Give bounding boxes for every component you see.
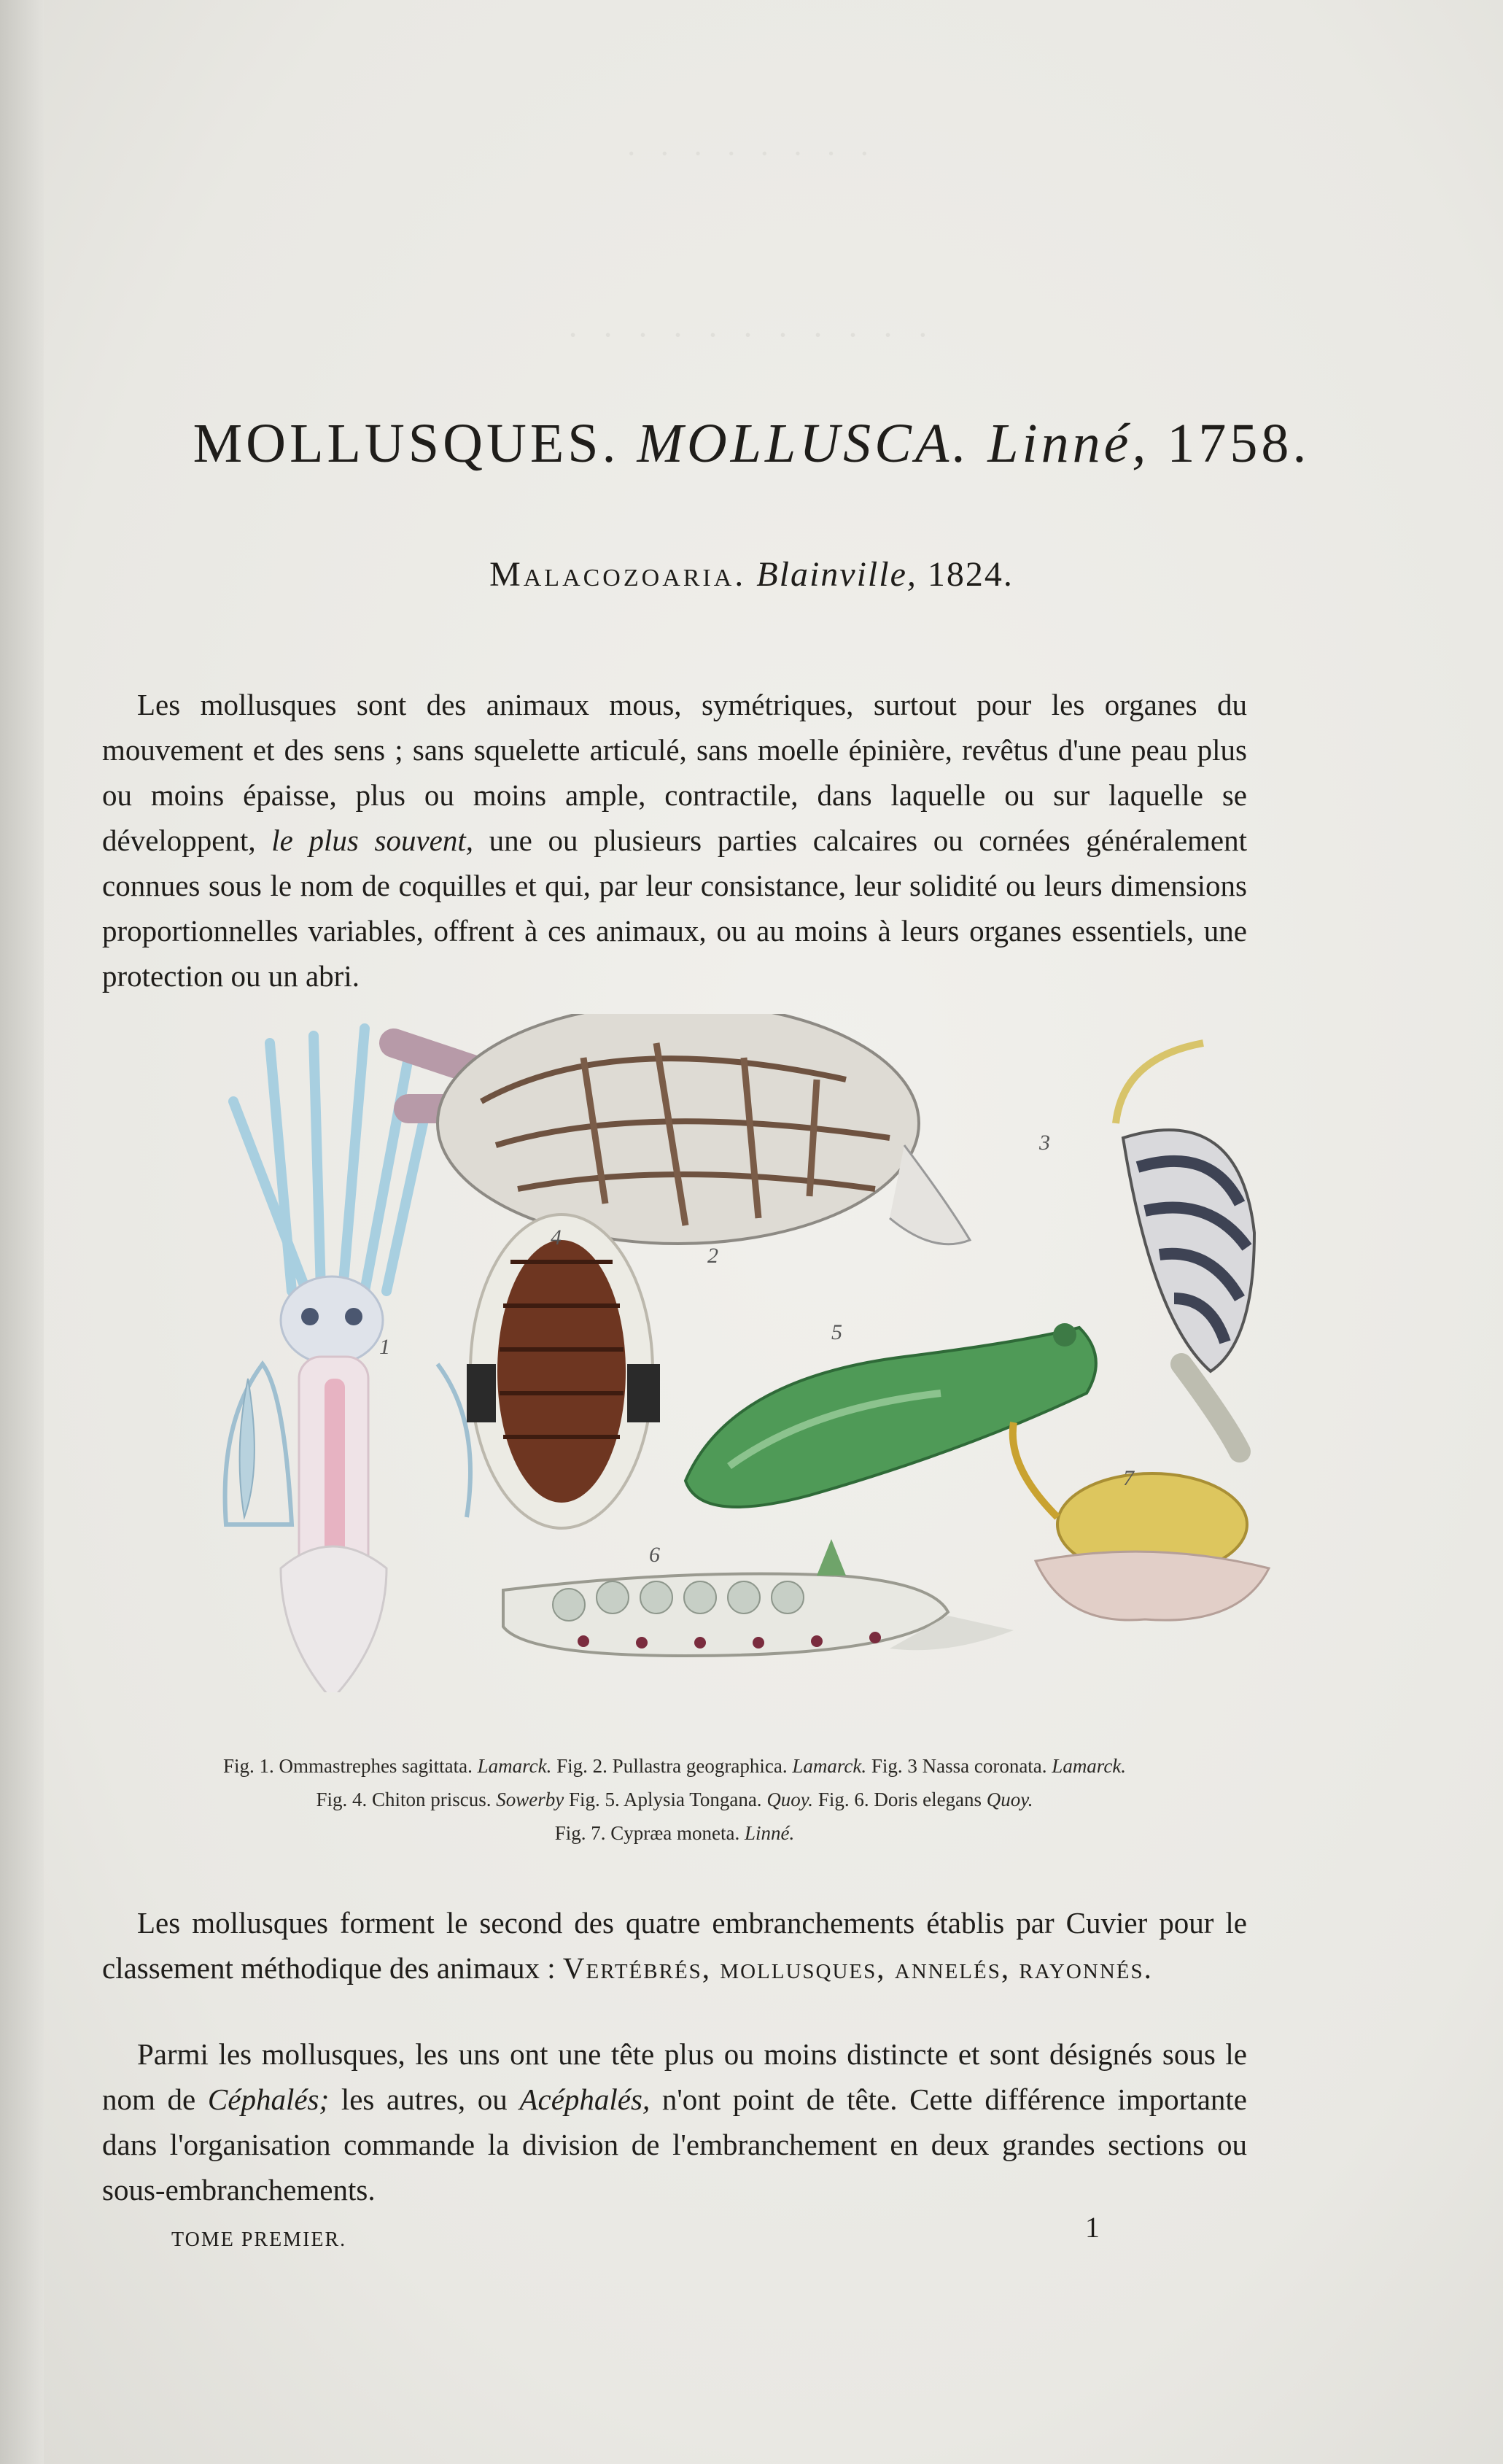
volume-label: TOME PREMIER.: [171, 2228, 347, 2251]
bleed-through-text: · · · · · · · ·: [626, 136, 877, 171]
caption-author-1: Lamarck.: [477, 1755, 552, 1777]
figure-label-4: 4: [551, 1225, 562, 1250]
classification-paragraph: [102, 1900, 1247, 1991]
figure-label-6: 6: [649, 1543, 660, 1567]
figure-label-5: 5: [831, 1320, 842, 1344]
caption-author-3: Lamarck.: [1052, 1755, 1127, 1777]
page-subtitle: [0, 554, 1503, 594]
caption-fig-7: Fig. 7. Cypræa moneta.: [554, 1822, 740, 1844]
term-acephales: Acéphalés,: [519, 2083, 650, 2116]
mollusc-illustrations: [175, 1014, 1283, 1692]
division-paragraph: [102, 2031, 1247, 2212]
page-title: [0, 412, 1503, 476]
figure-label-1: 1: [379, 1335, 390, 1359]
intro-paragraph: [102, 682, 1247, 999]
figure-caption: [102, 1749, 1247, 1850]
squid-illustration: [225, 1028, 470, 1692]
term-cephales: Céphalés;: [207, 2083, 330, 2116]
caption-line-2: [102, 1783, 1247, 1816]
subtitle-name: Malacozoaria.: [489, 555, 747, 594]
caption-line-1: [102, 1749, 1247, 1783]
figure-label-3: 3: [1039, 1131, 1050, 1155]
caption-line-3: [102, 1816, 1247, 1850]
division-text-b: les autres, ou: [341, 2083, 508, 2116]
sea-hare-illustration: [686, 1323, 1096, 1507]
classification-text: Les mollusques forment le second des quatre embranchements établis par Cuvier pour le classement méthodique des animaux :: [102, 1906, 1247, 1985]
title-french: MOLLUSQUES.: [193, 413, 620, 474]
caption-fig-6: Fig. 6. Doris elegans: [817, 1789, 982, 1810]
page-gutter: [0, 0, 44, 2464]
classification-groups: Vertébrés, mollusques, annelés, rayonnés.: [562, 1951, 1153, 1985]
caption-fig-5: Fig. 5. Aplysia Tongana.: [568, 1789, 762, 1810]
chiton-illustration: [467, 1214, 660, 1528]
whelk-illustration: [1116, 1043, 1254, 1452]
caption-author-7: Linné.: [744, 1822, 795, 1844]
subtitle-author: Blainville,: [756, 555, 917, 594]
page-number: 1: [1085, 2211, 1100, 2244]
bleed-through-text: · · · · · · · · · · ·: [567, 316, 936, 355]
caption-fig-3: Fig. 3 Nassa coronata.: [871, 1755, 1047, 1777]
caption-author-4: Sowerby: [496, 1789, 564, 1810]
nudibranch-illustration: [503, 1539, 1014, 1656]
illustration-plate: [175, 1014, 1283, 1692]
intro-text-b: une ou plusieurs parties calcaires ou cornées généralement connues sous le nom de coquilles et qui, par leur consistance, leur solidité ou leurs dimensions proportionnelles variables, offrent à ces animaux, ou au moins à leurs organes essentiels, une protection ou un abri.: [102, 824, 1247, 993]
caption-fig-4: Fig. 4. Chiton priscus.: [316, 1789, 492, 1810]
caption-fig-1: Fig. 1. Ommastrephes sagittata.: [222, 1755, 473, 1777]
division-text-a: Parmi les mollusques, les uns ont une tête plus ou moins distincte et sont désignés sous le nom de: [102, 2037, 1247, 2116]
intro-text-a: Les mollusques sont des animaux mous, symétriques, surtout pour les organes du mouvement et des sens ; sans squelette articulé, sans moelle épinière, revêtus d'une peau plus ou moins épaisse, plus ou moins ample, contractile, dans laquelle ou sur laquelle se développent,: [102, 688, 1247, 857]
figure-label-2: 2: [707, 1244, 718, 1268]
subtitle-year: 1824.: [927, 555, 1014, 594]
caption-author-2: Lamarck.: [792, 1755, 867, 1777]
caption-fig-2: Fig. 2. Pullastra geographica.: [556, 1755, 788, 1777]
clam-illustration: [394, 1014, 970, 1244]
division-text-c: n'ont point de tête. Cette différence importante dans l'organisation commande la division de l'embranchement en deux grandes sections ou sous-embranchements.: [102, 2083, 1248, 2207]
caption-author-5: Quoy.: [766, 1789, 814, 1810]
title-author: Linné,: [987, 413, 1150, 474]
intro-text-italic: le plus souvent,: [271, 824, 473, 857]
caption-author-6: Quoy.: [986, 1789, 1033, 1810]
title-year: 1758.: [1167, 413, 1310, 474]
figure-label-7: 7: [1123, 1466, 1134, 1490]
title-latin: MOLLUSCA.: [637, 413, 971, 474]
